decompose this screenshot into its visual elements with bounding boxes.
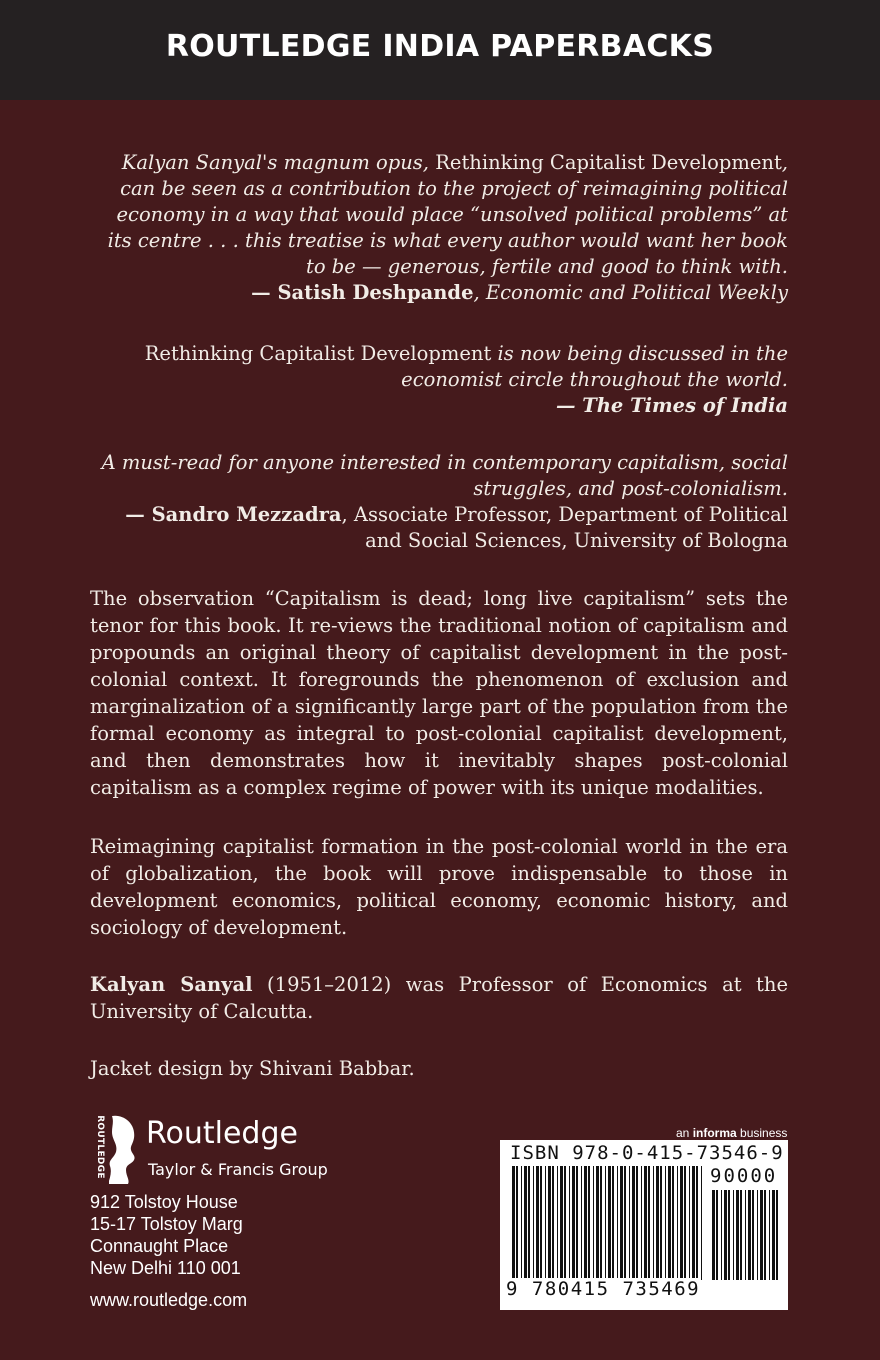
- quote-text: is now being discussed in the economist circle throughout the world.: [401, 342, 788, 391]
- attribution-source: — The Times of India: [555, 394, 788, 417]
- informa-tagline: [676, 1126, 787, 1140]
- publisher-group: Taylor & Francis Group: [148, 1160, 328, 1179]
- quote-deshpande: [90, 150, 788, 306]
- author-bio-text: (1951–2012) was Professor of Economics at the University of Calcutta.: [90, 973, 788, 1023]
- series-title: ROUTLEDGE INDIA PAPERBACKS: [165, 28, 715, 64]
- publisher-address: [90, 1191, 243, 1279]
- address-line: New Delhi 110 001: [90, 1258, 241, 1278]
- quote-text-cont: , can be seen as a contribution to the project of reimagining political economy in a way that would place “unsolved political problems” at its centre . . . this treatise is what every author would want her book to be — generous, fertile and good to think with.: [107, 151, 788, 278]
- publisher-name: Routledge: [146, 1116, 298, 1151]
- isbn-barcode: [500, 1140, 788, 1310]
- barcode-addon-bars: [710, 1190, 780, 1280]
- quote-text: A must-read for anyone interested in contemporary capitalism, social struggles, and post-colonialism.: [101, 451, 788, 500]
- quote-attribution: [90, 393, 788, 419]
- attribution-source: , Economic and Political Weekly: [473, 281, 788, 304]
- quote-attribution: [90, 280, 788, 306]
- author-bio: [90, 971, 788, 1025]
- address-line: 15-17 Tolstoy Marg: [90, 1214, 243, 1234]
- attribution-dash: —: [251, 281, 278, 304]
- book-title: Rethinking Capitalist Development: [144, 342, 492, 365]
- quote-times-of-india: [90, 341, 788, 419]
- quote-mezzadra: [90, 450, 788, 554]
- barcode-bars: [510, 1166, 706, 1280]
- price-code: 90000: [710, 1165, 778, 1187]
- attribution-author: Satish Deshpande: [277, 281, 474, 304]
- address-line: Connaught Place: [90, 1236, 229, 1256]
- description-paragraph: The observation “Capitalism is dead; long live capitalism” sets the tenor for this book. It re-views the traditional notion of capitalism and propounds an original theory of capitalist development in the post-colonial context. It foregrounds the phenomenon of exclusion and marginalization of a significantly large part of the population from the formal economy as integral to post-colonial capitalist development, and then demonstrates how it inevitably shapes post-colonial capitalism as a complex regime of power with its unique modalities.: [90, 587, 788, 799]
- barcode-digits: 9 780415 735469: [506, 1278, 701, 1300]
- publisher-website[interactable]: www.routledge.com: [90, 1290, 248, 1310]
- isbn-label: ISBN 978-0-415-73546-9: [510, 1142, 784, 1164]
- description-paragraph: Reimagining capitalist formation in the post-colonial world in the era of globalization, the book will prove indispensable to those in development economics, political economy, economic history, and sociology of development.: [90, 835, 788, 939]
- quote-text: Kalyan Sanyal's magnum opus,: [121, 151, 436, 174]
- address-line: 912 Tolstoy House: [90, 1192, 238, 1212]
- informa-prefix: an: [676, 1126, 693, 1140]
- logo-vertical-text: ROUTLEDGE: [94, 1115, 105, 1179]
- author-name: Kalyan Sanyal: [90, 973, 253, 996]
- informa-brand: informa: [692, 1126, 737, 1140]
- attribution-affiliation: , Associate Professor, Department of Political and Social Sciences, University of Bologna: [341, 503, 788, 552]
- attribution-dash: —: [125, 503, 152, 526]
- jacket-credit: Jacket design by Shivani Babbar.: [90, 1057, 415, 1080]
- attribution-author: Sandro Mezzadra: [151, 503, 342, 526]
- quote-attribution: [90, 502, 788, 554]
- series-banner: [0, 0, 880, 100]
- informa-suffix: business: [736, 1126, 788, 1140]
- book-title: Rethinking Capitalist Development: [435, 151, 782, 174]
